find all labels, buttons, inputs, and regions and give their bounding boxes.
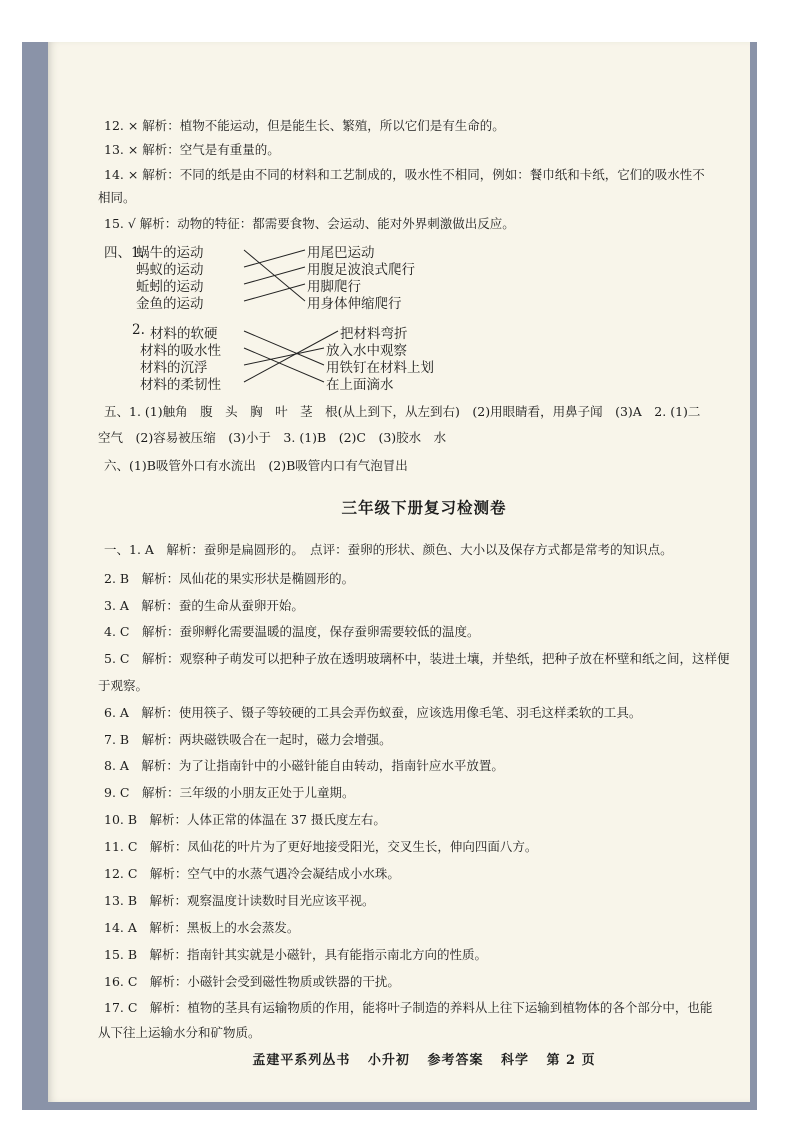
- answer-line: 12. × 解析：植物不能运动，但是能生长、繁殖，所以它们是有生命的。: [104, 118, 505, 133]
- footer-book: 参考答案: [427, 1053, 484, 1068]
- match-left-item: 材料的柔韧性: [140, 377, 221, 393]
- match-right-item: 用脚爬行: [307, 279, 361, 295]
- page-footer: [104, 1049, 744, 1068]
- answer-line: 于观察。: [98, 678, 149, 693]
- answer-line: 9. C 解析：三年级的小朋友正处于儿童期。: [104, 785, 355, 800]
- answer-line: 15. B 解析：指南针其实就是小磁针，具有能指示南北方向的性质。: [104, 947, 488, 962]
- match-left-item: 蜗牛的运动: [136, 245, 204, 261]
- match-line: [244, 348, 324, 365]
- match-label: 四、1.: [104, 245, 144, 261]
- match-left-item: 材料的吸水性: [140, 343, 221, 359]
- answer-line: 10. B 解析：人体正常的体温在 37 摄氏度左右。: [104, 812, 386, 827]
- section-title: 三年级下册复习检测卷: [341, 498, 507, 517]
- answer-line: 7. B 解析：两块磁铁吸合在一起时，磁力会增强。: [104, 732, 392, 747]
- answer-line: 相同。: [98, 190, 136, 205]
- matching-lines-2: [104, 42, 744, 402]
- section-five-line: 五、1. (1)触角 腹 头 胸 叶 茎 根(从上到下，从左到右) (2)用眼睛看，用鼻子闻 (3)A 2. (1)二: [104, 404, 701, 419]
- footer-series: 孟建平系列丛书: [252, 1053, 351, 1068]
- match-right-item: 在上面滴水: [326, 377, 394, 393]
- answer-line: 5. C 解析：观察种子萌发可以把种子放在透明玻璃杯中，装进土壤，并垫纸，把种子放在杯壁和纸之间，这样便: [104, 651, 730, 666]
- footer-grade: 小升初: [367, 1053, 410, 1068]
- answer-line: 11. C 解析：凤仙花的叶片为了更好地接受阳光，交叉生长，伸向四面八方。: [104, 839, 538, 854]
- answer-line: 2. B 解析：凤仙花的果实形状是椭圆形的。: [104, 571, 355, 586]
- match-left-item: 材料的沉浮: [140, 360, 208, 376]
- match-left-item: 材料的软硬: [150, 326, 218, 342]
- answer-line: 16. C 解析：小磁针会受到磁性物质或铁器的干扰。: [104, 974, 400, 989]
- section-five-line: 空气 (2)容易被压缩 (3)小于 3. (1)B (2)C (3)胶水 水: [98, 430, 447, 445]
- match-label: 2.: [132, 322, 145, 338]
- answer-line: 一、1. A 解析：蚕卵是扁圆形的。 点评：蚕卵的形状、颜色、大小以及保存方式都是常考的知识点。: [104, 542, 673, 557]
- match-right-item: 放入水中观察: [326, 343, 407, 359]
- match-right-item: 把材料弯折: [340, 326, 408, 342]
- answer-line: 17. C 解析：植物的茎具有运输物质的作用，能将叶子制造的养料从上往下运输到植物体的各个部分中，也能: [104, 1000, 713, 1015]
- match-left-item: 蚂蚁的运动: [136, 262, 204, 278]
- answer-line: 14. A 解析：黑板上的水会蒸发。: [104, 920, 300, 935]
- answer-line: 8. A 解析：为了让指南针中的小磁针能自由转动，指南针应水平放置。: [104, 758, 504, 773]
- answer-line: 3. A 解析：蚕的生命从蚕卵开始。: [104, 598, 304, 613]
- match-right-item: 用尾巴运动: [307, 245, 375, 261]
- match-left-item: 蚯蚓的运动: [136, 279, 204, 295]
- answer-line: 13. × 解析：空气是有重量的。: [104, 142, 280, 157]
- answer-line: 4. C 解析：蚕卵孵化需要温暖的温度，保存蚕卵需要较低的温度。: [104, 624, 480, 639]
- match-line: [244, 331, 338, 382]
- match-right-item: 用腹足波浪式爬行: [307, 262, 415, 278]
- section-six-line: 六、(1)B吸管外口有水流出 (2)B吸管内口有气泡冒出: [104, 458, 408, 473]
- document-page: [48, 42, 750, 1102]
- page-content: [98, 42, 744, 1102]
- answer-line: 从下往上运输水分和矿物质。: [98, 1025, 261, 1040]
- answer-line: 6. A 解析：使用筷子、镊子等较硬的工具会弄伤蚁蚕，应该选用像毛笔、羽毛这样柔软的工具。: [104, 705, 642, 720]
- answer-line: 14. × 解析：不同的纸是由不同的材料和工艺制成的，吸水性不相同，例如：餐巾纸和卡纸，它们的吸水性不: [104, 167, 705, 182]
- footer-page-number: 第 2 页: [546, 1053, 596, 1068]
- match-left-item: 金鱼的运动: [136, 296, 204, 312]
- answer-line: 12. C 解析：空气中的水蒸气遇冷会凝结成小水珠。: [104, 866, 400, 881]
- answer-line: 15. √ 解析：动物的特征：都需要食物、会运动、能对外界刺激做出反应。: [104, 216, 515, 231]
- match-line: [244, 348, 324, 382]
- answer-line: 13. B 解析：观察温度计读数时目光应该平视。: [104, 893, 375, 908]
- footer-subject: 科学: [500, 1053, 529, 1068]
- match-right-item: 用铁钉在材料上划: [326, 360, 434, 376]
- match-right-item: 用身体伸缩爬行: [307, 296, 402, 312]
